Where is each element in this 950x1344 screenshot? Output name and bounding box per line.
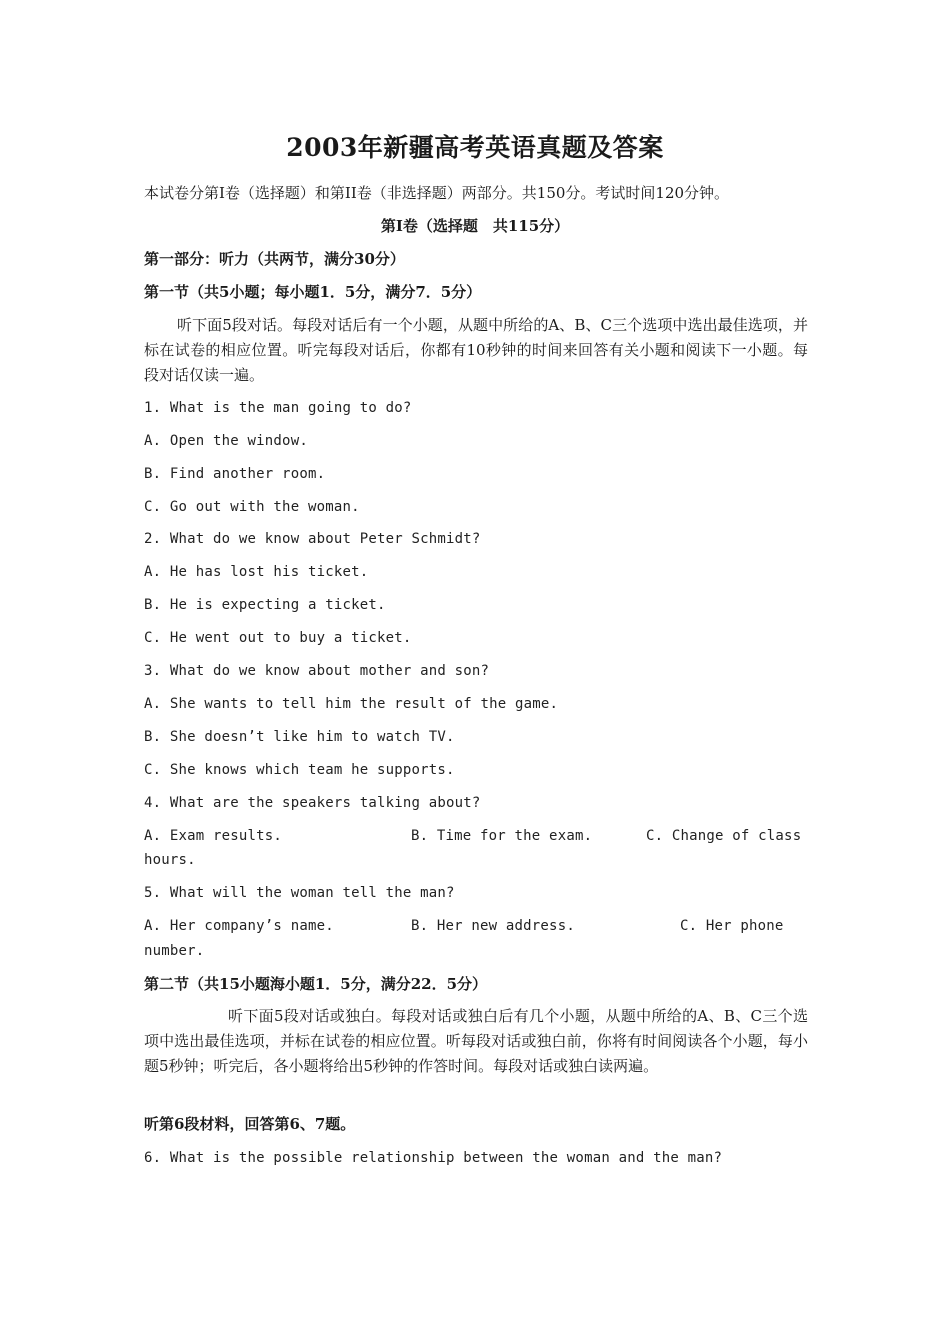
question-1-stem: 1. What is the man going to do?	[144, 400, 412, 416]
question-1-option-a: A. Open the window.	[144, 433, 308, 449]
section-2-heading: 第二节（共15小题海小题1．5分，满分22．5分）	[144, 975, 488, 993]
question-4-option-a: A. Exam results.	[144, 828, 283, 844]
question-1-option-b: B. Find another room.	[144, 466, 326, 482]
volume-1-heading: 第Ⅰ卷（选择题 共115分）	[380, 217, 570, 235]
question-3-option-a: A. She wants to tell him the result of the game.	[144, 696, 559, 712]
part-1-heading: 第一部分：听力（共两节，满分30分）	[144, 250, 405, 268]
question-5-option-c-continued: number.	[144, 943, 205, 959]
section-2-instructions: 听下面5段对话或独白。每段对话或独白后有几个小题，从题中所给的A、B、C三个选项中选出最佳选项，并标在试卷的相应位置。听每段对话或独白前，你将有时间阅读各个小题，每小题5秒钟；听完后，各小题将给出5秒钟的作答时间。每段对话或独白读两遍。	[144, 1007, 808, 1075]
exam-intro: 本试卷分第Ⅰ卷（选择题）和第II卷（非选择题）两部分。共150分。考试时间120分钟。	[144, 184, 730, 202]
section-1-heading: 第一节（共5小题；每小题1．5分，满分7．5分）	[144, 283, 482, 301]
question-5-option-a: A. Her company’s name.	[144, 918, 334, 934]
question-5-stem: 5. What will the woman tell the man?	[144, 885, 455, 901]
question-5-option-b: B. Her new address.	[411, 918, 575, 934]
question-4-option-c-continued: hours.	[144, 852, 196, 868]
question-2-stem: 2. What do we know about Peter Schmidt?	[144, 531, 481, 547]
question-3-stem: 3. What do we know about mother and son?	[144, 663, 490, 679]
page-title: 2003年新疆高考英语真题及答案	[286, 133, 664, 162]
question-3-option-b: B. She doesn’t like him to watch TV.	[144, 729, 455, 745]
question-2-option-c: C. He went out to buy a ticket.	[144, 630, 412, 646]
section-1-instructions: 听下面5段对话。每段对话后有一个小题，从题中所给的A、B、C三个选项中选出最佳选项，并标在试卷的相应位置。听完每段对话后，你都有10秒钟的时间来回答有关小题和阅读下一小题。每段对话仅读一遍。	[144, 316, 808, 384]
question-4-option-c: C. Change of class	[646, 828, 802, 844]
question-2-option-b: B. He is expecting a ticket.	[144, 597, 386, 613]
question-6-stem: 6. What is the possible relationship between the woman and the man?	[144, 1150, 723, 1166]
question-2-option-a: A. He has lost his ticket.	[144, 564, 369, 580]
question-1-option-c: C. Go out with the woman.	[144, 499, 360, 515]
material-6-heading: 听第6段材料，回答第6、7题。	[144, 1115, 356, 1133]
question-4-option-b: B. Time for the exam.	[411, 828, 593, 844]
question-4-stem: 4. What are the speakers talking about?	[144, 795, 481, 811]
question-3-option-c: C. She knows which team he supports.	[144, 762, 455, 778]
question-5-option-c: C. Her phone	[680, 918, 784, 934]
